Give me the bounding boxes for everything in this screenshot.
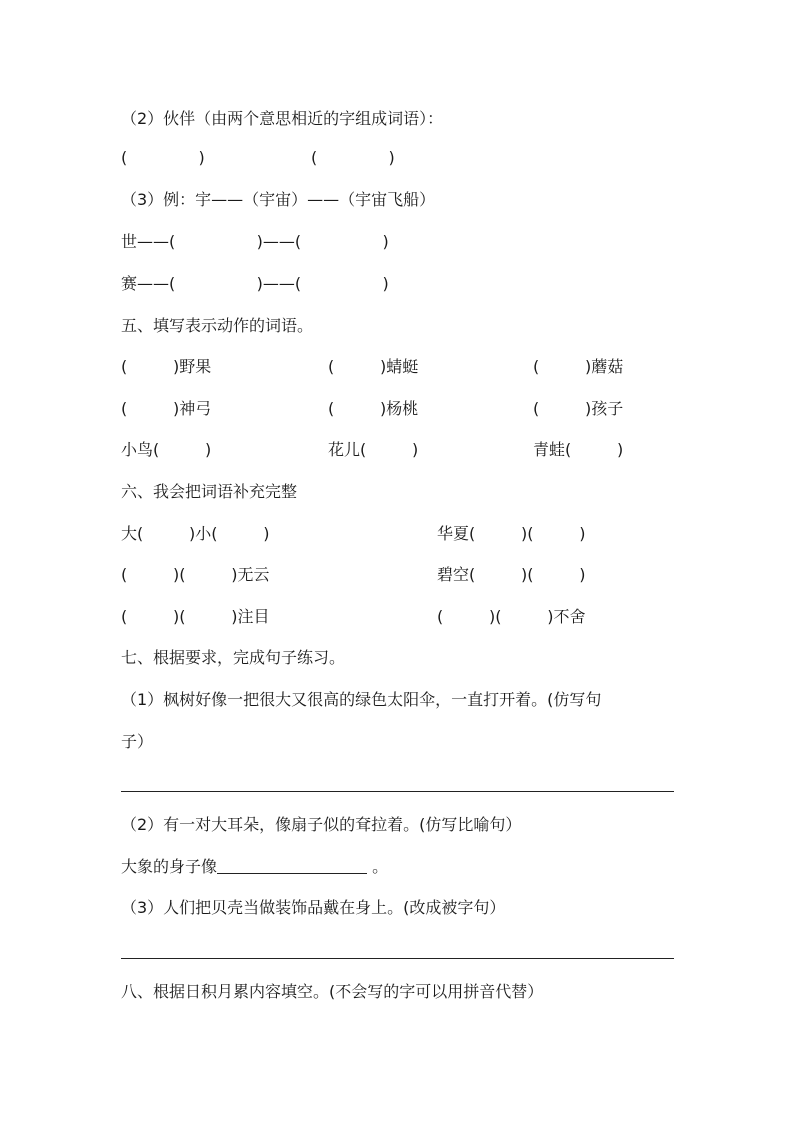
q5-cell[interactable]: ( )蜻蜓 [328,357,419,376]
q6-cell[interactable]: ( )( )无云 [121,565,270,584]
q5-cell[interactable]: 小鸟( ) [121,440,212,459]
q6-cell[interactable]: 华夏( )( ) [437,524,586,543]
q5-cell[interactable]: ( )神弓 [121,399,212,418]
q7-item3-prompt: （3）人们把贝壳当做装饰品戴在身上。(改成被字句） [121,898,506,917]
q5-cell[interactable]: ( )蘑菇 [533,357,624,376]
q5-cell[interactable]: ( )野果 [121,357,212,376]
q4-row-sai[interactable]: 赛——( )——( ) [121,274,389,293]
q6-cell[interactable]: ( )( )不舍 [437,607,586,626]
q5-cell[interactable]: ( )杨桃 [328,399,419,418]
q7-item2-prompt: （2）有一对大耳朵，像扇子似的耷拉着。(仿写比喻句） [121,815,522,834]
section-6-title: 六、我会把词语补充完整 [121,482,298,501]
q5-cell[interactable]: ( )孩子 [533,399,624,418]
q7-item2-fill-row [121,857,388,877]
q7-item2-prefix: 大象的身子像 [121,857,218,876]
q4-row-shi[interactable]: 世——( )——( ) [121,232,389,251]
section-7-title: 七、根据要求，完成句子练习。 [121,648,346,667]
q4-item2-blank-2[interactable]: ( ) [311,148,395,167]
q4-item2-blank-1[interactable]: ( ) [121,148,205,167]
q6-cell[interactable]: 碧空( )( ) [437,565,586,584]
section-8-title: 八、根据日积月累内容填空。(不会写的字可以用拼音代替） [121,982,544,1001]
q5-cell[interactable]: 青蛙( ) [533,440,624,459]
section-5-title: 五、填写表示动作的词语。 [121,316,314,335]
q6-cell[interactable]: ( )( )注目 [121,607,270,626]
q7-item2-blank[interactable] [217,857,367,874]
q7-item1-prompt-line1: （1）枫树好像一把很大又很高的绿色太阳伞，一直打开着。(仿写句 [121,690,602,709]
q6-cell[interactable]: 大( )小( ) [121,524,270,543]
q7-item3-answer-line[interactable] [121,958,674,959]
q7-item1-answer-line[interactable] [121,791,674,792]
q4-item2-prompt: （2）伙伴（由两个意思相近的字组成词语）： [121,109,444,128]
q5-cell[interactable]: 花儿( ) [328,440,419,459]
q7-item1-prompt-line2: 子） [121,732,154,751]
q4-item3-prompt: （3）例：宇——（宇宙）——（宇宙飞船） [121,190,436,209]
q7-item2-suffix: 。 [367,857,389,876]
